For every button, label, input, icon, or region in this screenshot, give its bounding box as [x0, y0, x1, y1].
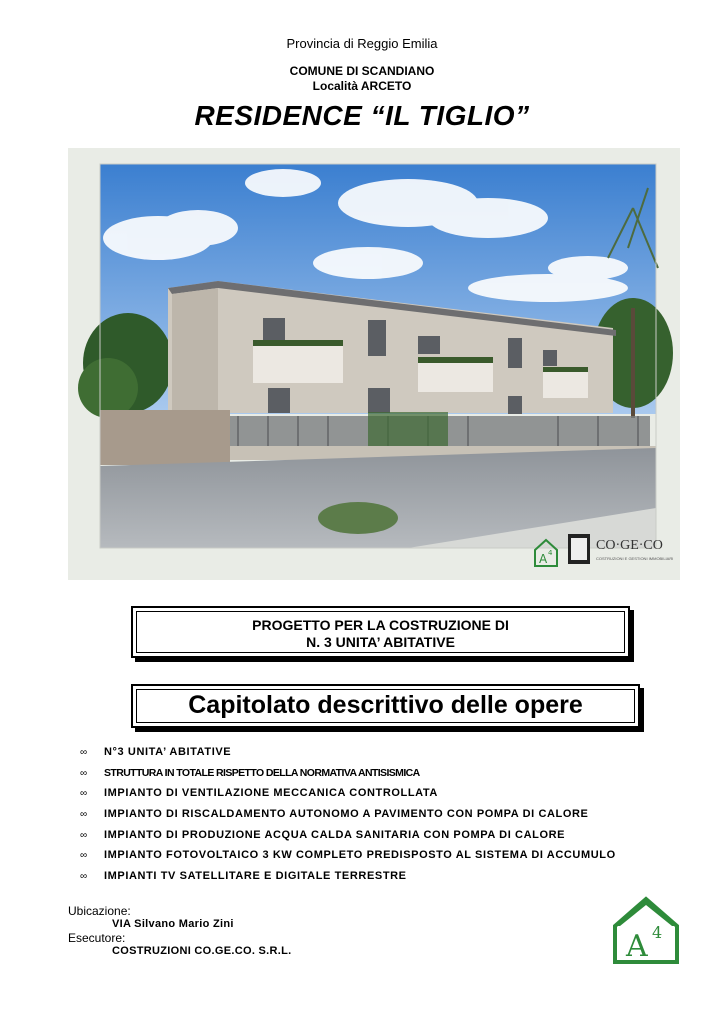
list-item: ∞ IMPIANTO DI RISCALDAMENTO AUTONOMO A PAVIMENTO CON POMPA DI CALORE	[80, 808, 589, 821]
progetto-box	[131, 606, 630, 658]
svg-text:A: A	[626, 929, 648, 964]
bullet-icon: ∞	[80, 788, 88, 800]
list-item: ∞ IMPIANTO FOTOVOLTAICO 3 KW COMPLETO PREDISPOSTO AL SISTEMA DI ACCUMULO	[80, 849, 616, 862]
a4-logo-small	[533, 538, 559, 568]
bullet-icon: ∞	[80, 871, 88, 883]
progetto-line2: N. 3 UNITA’ ABITATIVE	[306, 634, 455, 650]
features-list	[80, 745, 700, 890]
residence-title: RESIDENCE “IL TIGLIO”	[194, 100, 530, 131]
capitolato-box	[131, 684, 640, 728]
capitolato-title: Capitolato descrittivo delle opere	[188, 691, 583, 719]
bullet-icon: ∞	[80, 747, 88, 758]
list-item: ∞ IMPIANTI TV SATELLITARE E DIGITALE TERRESTRE	[80, 870, 407, 883]
ubicazione-value: VIA Silvano Mario Zini	[112, 918, 234, 930]
bullet-icon: ∞	[80, 850, 88, 862]
building-rendering	[68, 148, 680, 580]
cogeco-logo: CO·GE·CO COSTRUZIONI E GESTIONI IMMOBILIARI	[568, 530, 678, 572]
bullet-icon: ∞	[80, 809, 88, 821]
bullet-icon: ∞	[80, 829, 88, 841]
a4-logo	[612, 896, 680, 966]
svg-text:A: A	[539, 552, 548, 566]
localita-line: Località ARCETO	[312, 79, 412, 93]
list-item: ∞ IMPIANTO DI VENTILAZIONE MECCANICA CONTROLLATA	[80, 787, 438, 800]
svg-text:4: 4	[652, 923, 663, 942]
bullet-icon: ∞	[80, 767, 88, 779]
esecutore-value: COSTRUZIONI CO.GE.CO. S.R.L.	[112, 945, 292, 957]
progetto-line1: PROGETTO PER LA COSTRUZIONE DI	[252, 617, 509, 633]
list-item: ∞ N°3 UNITA’ ABITATIVE	[80, 746, 232, 758]
province-line: Provincia di Reggio Emilia	[286, 36, 438, 51]
esecutore-label: Esecutore:	[68, 931, 126, 945]
svg-text:4: 4	[548, 549, 553, 557]
ubicazione-label: Ubicazione:	[68, 904, 131, 918]
comune-line: COMUNE DI SCANDIANO	[289, 64, 435, 78]
list-item: ∞ IMPIANTO DI PRODUZIONE ACQUA CALDA SANITARIA CON POMPA DI CALORE	[80, 828, 566, 841]
list-item: ∞ STRUTTURA IN TOTALE RISPETTO DELLA NORMATIVA ANTISISMICA	[80, 766, 420, 779]
